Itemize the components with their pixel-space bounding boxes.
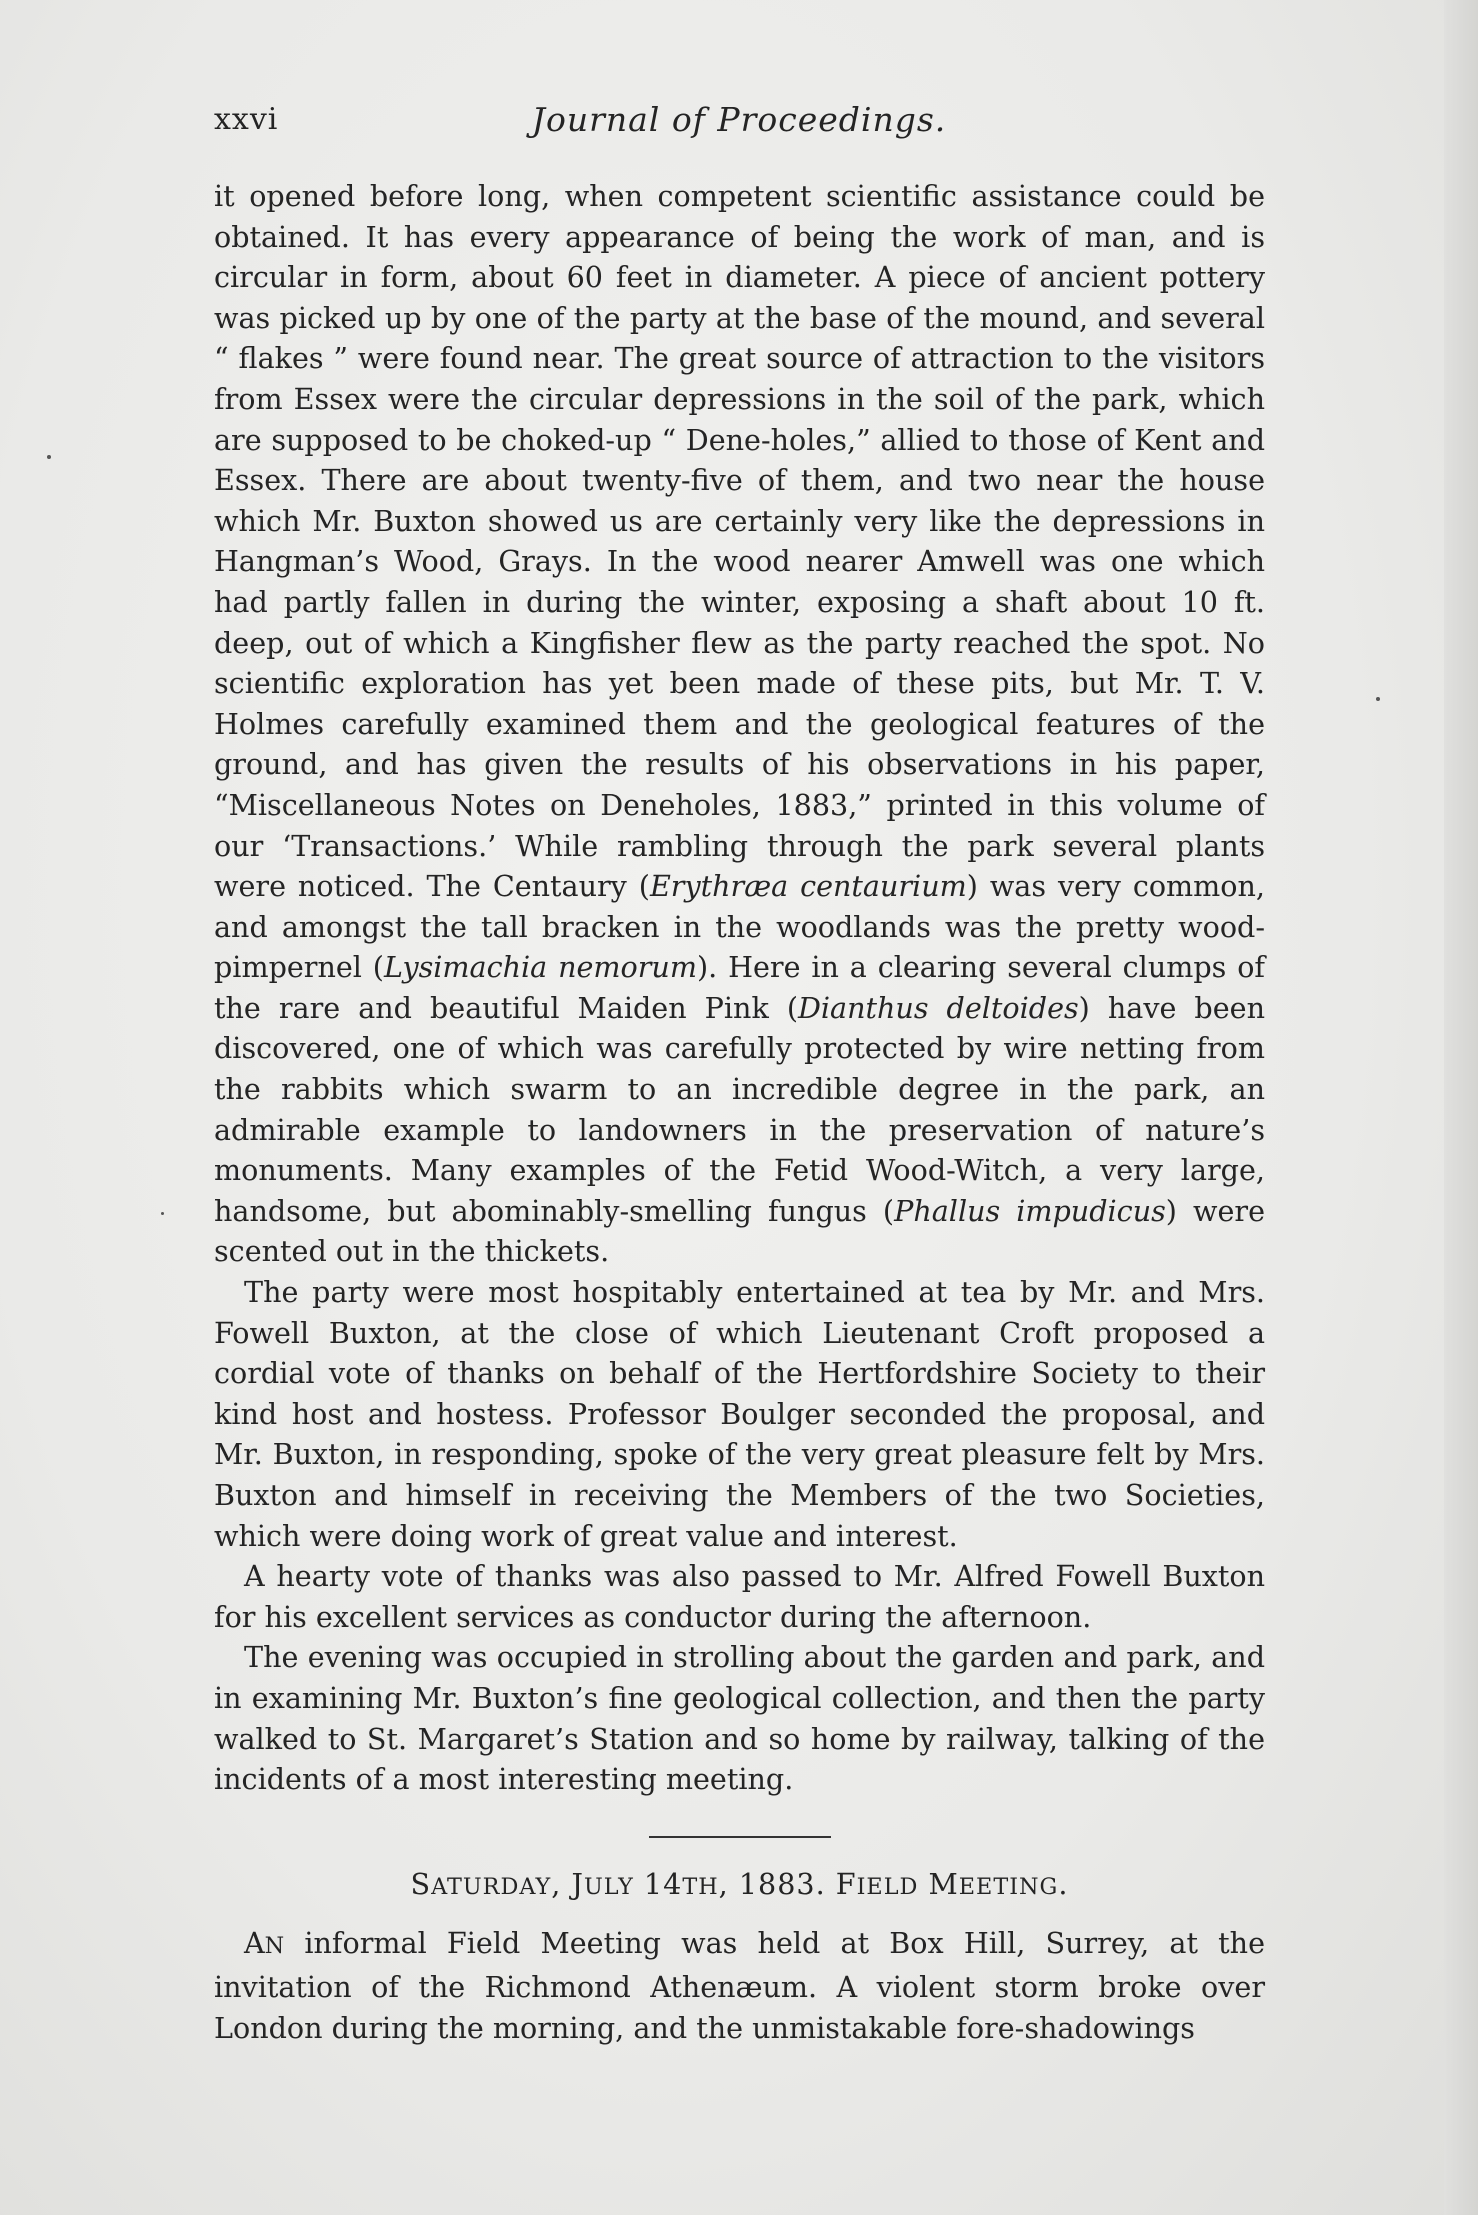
heading-part: ATURDAY — [431, 1873, 552, 1900]
text-run: ) was very common, and amongst the tall bracken in the woodlands was the pretty wood-pimpernel ( — [214, 869, 1265, 985]
text-run: The evening was occupied in strolling about the garden and park, and in examining Mr. Buxton’s fine geological collection, and then the party walked to St. Margaret’s Station and so home by railway, talking of the incidents of a most interesting meeting. — [214, 1640, 1265, 1797]
paragraph — [214, 1556, 1265, 1637]
section-rule — [649, 1836, 831, 1838]
text-run: ). Here in a clearing several clumps of the rare and beautiful Maiden Pink ( — [214, 950, 1265, 1025]
heading-part: 14 — [633, 1866, 683, 1901]
italic-term: Erythræa centaurium — [649, 869, 967, 904]
text-run: The party were most hospitably entertained at tea by Mr. and Mrs. Fowell Buxton, at the close of which Lieutenant Croft proposed a cordial vote of thanks on behalf of the Hertfordshire Society to their kind host and hostess. Professor Boulger seconded the proposal, and Mr. Buxton, in responding, spoke of the very great pleasure felt by Mrs. Buxton and himself in receiving the Members of the two Societies, which were doing work of great value and interest. — [214, 1275, 1265, 1553]
heading-part: , 1883. F — [718, 1866, 857, 1901]
section-lead — [244, 1926, 284, 1960]
heading-part: S — [410, 1866, 432, 1901]
heading-part: EETING — [958, 1873, 1059, 1900]
heading-part: IELD — [856, 1873, 919, 1900]
paragraphs — [214, 176, 1265, 1800]
text-run: ) have been discovered, one of which was carefully protected by wire netting from the rabbits which swarm to an incredible degree in the park, an admirable example to landowners in the preservation of nature’s monuments. Many examples of the Fetid Wood-Witch, a very large, handsome, but abominably-smelling fungus ( — [214, 990, 1265, 1228]
page-gutter — [1444, 0, 1478, 2215]
speck — [47, 455, 51, 459]
text-run: ) were scented out in the thickets. — [214, 1193, 1265, 1269]
heading-part: ULY — [583, 1873, 634, 1900]
page-number: xxvi — [214, 102, 279, 137]
paragraph — [214, 176, 1265, 1272]
body-text — [214, 176, 1265, 2048]
heading-part: M — [918, 1866, 959, 1901]
text-run: it opened before long, when competent scientific assistance could be obtained. It has every appearance of being the work of man, and is circular in form, about 60 feet in diameter. A piece of ancient pottery was picked up by one of the party at the base of the mound, and several “ flakes ” were found near. The great source of attraction to the visitors from Essex were the circular depressions in the soil of the park, which are supposed to be choked-up “ Dene-holes,” allied to those of Kent and Essex. There are about twenty-five of them, and two near the house which Mr. Buxton showed us are certainly very like the depressions in Hangman’s Wood, Grays. In the wood nearer Amwell was one which had partly fallen in during the winter, exposing a shaft about 10 ft. deep, out of which a Kingfisher flew as the party reached the spot. No scientific exploration has yet been made of these pits, but Mr. T. V. Holmes carefully examined them and the geological features of the ground, and has given the results of his observations in his paper, “Miscellaneous Notes on Deneholes, 1883,” printed in this volume of our ‘Transactions.’ While rambling through the park several plants were noticed. The Centaury ( — [214, 179, 1265, 904]
running-head: Journal of Proceedings. — [531, 100, 947, 139]
italic-term: Lysimachia nemorum — [383, 950, 697, 985]
paragraph — [214, 1272, 1265, 1556]
section-heading — [214, 1864, 1265, 1908]
heading-part: . — [1058, 1866, 1069, 1901]
paragraph — [214, 1637, 1265, 1799]
italic-term: Dianthus deltoides — [797, 990, 1079, 1025]
speck — [1376, 697, 1380, 701]
heading-part: TH — [682, 1873, 719, 1900]
italic-term: Phallus impudicus — [894, 1193, 1166, 1228]
section-paragraph — [214, 1923, 1265, 2048]
lead-small-caps: N — [264, 1933, 285, 1960]
text-run: A hearty vote of thanks was also passed to Mr. Alfred Fowell Buxton for his excellent services as conductor during the afternoon. — [214, 1559, 1265, 1634]
section-paragraph-text: informal Field Meeting was held at Box Hill, Surrey, at the invitation of the Richmond Athenæum. A violent storm broke over London during the morning, and the unmistakable fore-shadowings — [214, 1926, 1265, 2045]
speck — [161, 1212, 164, 1215]
lead-cap: A — [244, 1926, 265, 1961]
heading-part: , J — [551, 1866, 584, 1901]
